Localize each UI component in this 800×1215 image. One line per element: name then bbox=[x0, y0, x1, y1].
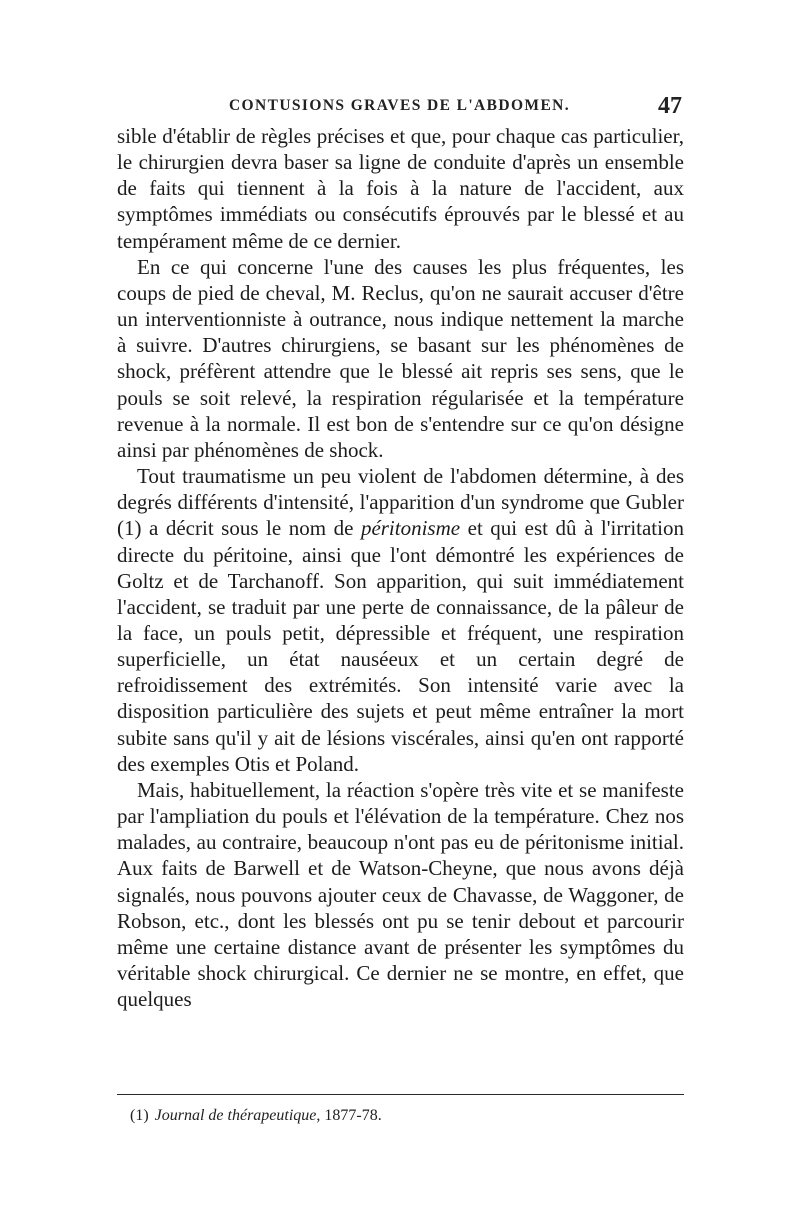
footnote-date: , 1877-78. bbox=[316, 1107, 382, 1124]
footnote-source: Journal de thérapeutique bbox=[154, 1107, 317, 1124]
footnote-divider bbox=[117, 1094, 684, 1095]
paragraph-peritonisme-before: Tout traumatisme un peu violent de l'abdomen détermine, à des degrés différents d'intensité, l'apparition d'un syndrome que Gubler (1) a décrit sous le nom de bbox=[117, 464, 684, 541]
running-title: CONTUSIONS GRAVES DE L'ABDOMEN. bbox=[228, 97, 571, 114]
term-peritonisme: péritonisme bbox=[360, 516, 461, 541]
paragraph-reaction: Mais, habituellement, la réaction s'opère très vite et se manifeste par l'ampliation du pouls et l'élévation de la température. Chez nos malades, au contraire, beaucoup n'ont pas eu de péritonisme initial. Aux faits de Barwell et de Watson-Cheyne, que nous avons déjà signalés, nous pouvons ajouter ceux de Chavasse, de Waggoner, de Robson, etc., dont les blessés ont pu se tenir debout et parcourir même une certaine distance avant de présenter les symptômes du véritable shock chirurgical. Ce dernier ne se montre, en effet, que quelques bbox=[117, 777, 684, 1012]
paragraph-peritonisme-after: et qui est dû à l'irritation directe du péritoine, ainsi que l'ont démontré les expériences de Goltz et de Tarchanoff. Son apparition, qui suit immédiatement l'accident, se traduit par une perte de connaissance, de la pâleur de la face, un pouls petit, dépressible et fréquent, une respiration superficielle, un état nauséeux et un certain degré de refroidissement des extrémités. Son intensité varie avec la disposition particulière des sujets et peut même entraîner la mort subite sans qu'il y ait de lésions viscérales, ainsi qu'en ont rapporté des exemples Otis et Poland. bbox=[117, 516, 684, 776]
page-number: 47 bbox=[658, 93, 682, 119]
footnote-mark: (1) bbox=[130, 1107, 149, 1124]
body-text bbox=[117, 123, 684, 1012]
paragraph-peritonisme bbox=[117, 463, 684, 777]
paragraph-continuation: sible d'établir de règles précises et que, pour chaque cas particulier, le chirurgien devra baser sa ligne de conduite d'après un ensemble de faits qui tiennent à la fois à la nature de l'accident, aux symptômes immédiats ou consécutifs éprouvés par le blessé et au tempérament même de ce dernier. bbox=[117, 124, 684, 253]
paragraph-reclus: En ce qui concerne l'une des causes les plus fréquentes, les coups de pied de cheval, M. Reclus, qu'on ne saurait accuser d'être un interventionniste à outrance, nous indique nettement la marche à suivre. D'autres chirurgiens, se basant sur les phénomènes de shock, préfèrent attendre que le blessé ait repris ses sens, que le pouls se soit relevé, la respiration régularisée et la température revenue à la normale. Il est bon de s'entendre sur ce qu'on désigne ainsi par phénomènes de shock. bbox=[117, 254, 684, 462]
footnote bbox=[130, 1106, 680, 1126]
